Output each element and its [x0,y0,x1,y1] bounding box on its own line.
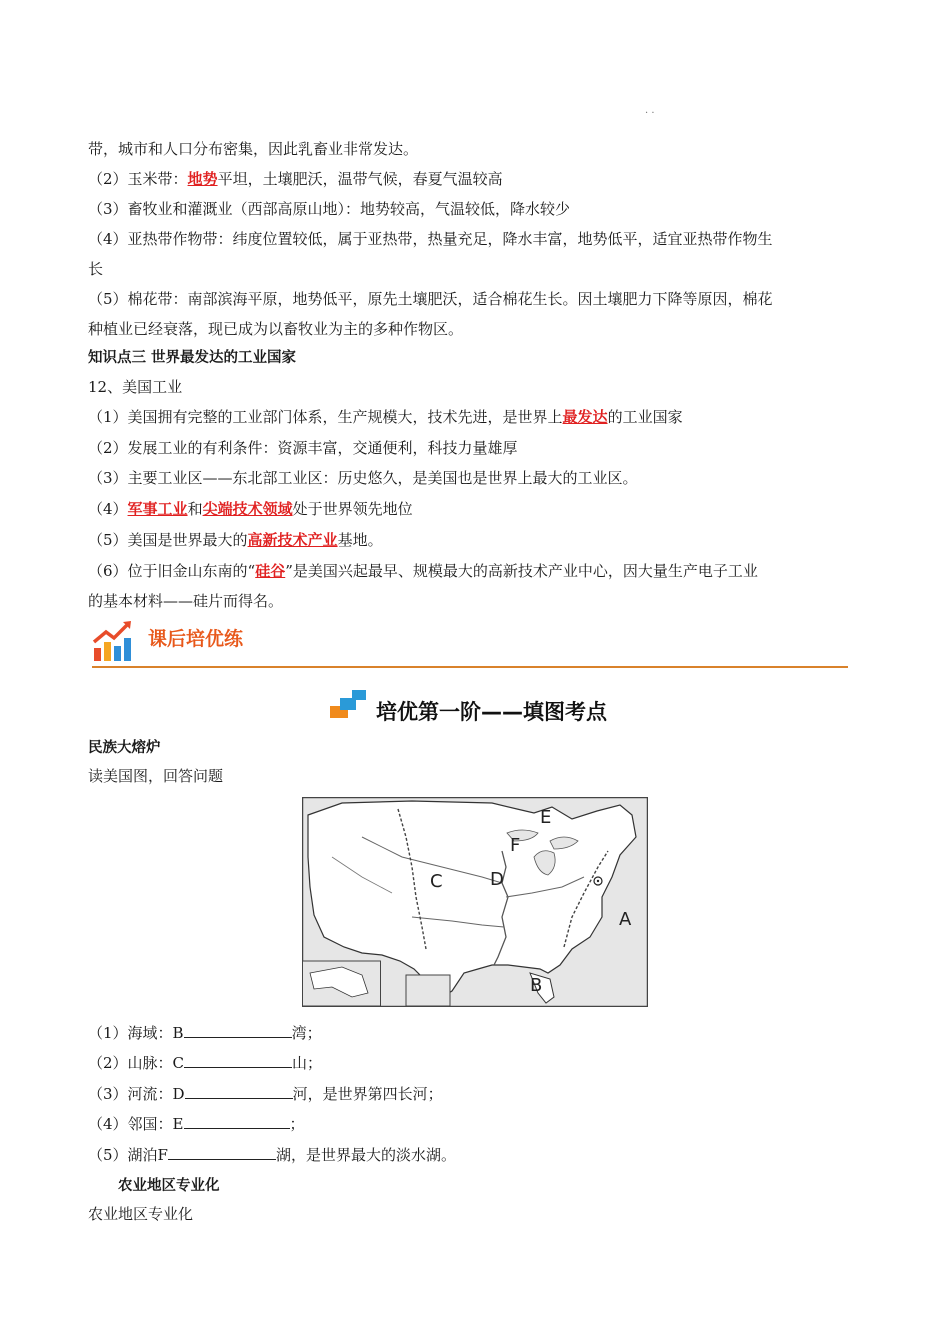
text-line: （4）亚热带作物带：纬度位置较低，属于亚热带，热量充足，降水丰富，地势低平，适宜亚热带作物生 [88,230,773,248]
stairs-icon [330,690,374,722]
keyword: 军事工业 [127,500,188,518]
step-title-text: 培优第一阶——填图考点 [376,700,607,724]
section-heading: 农业地区专业化 [118,1178,220,1194]
answer-blank[interactable] [168,1143,276,1160]
page-marker: · · [645,108,655,119]
text-line: 农业地区专业化 [88,1205,194,1223]
text-line: （3）畜牧业和灌溉业（西部高原山地）：地势较高，气温较低，降水较少 [88,200,571,218]
question-3: （3）河流：D 河，是世界第四长河； [88,1082,868,1105]
section-heading: 知识点三 世界最发达的工业国家 [88,350,297,366]
text-line: 读美国图，回答问题 [88,767,224,785]
keyword: 高新技术产业 [247,531,338,549]
question-2: （2）山脉：C 山； [88,1051,868,1074]
text-line: （6）位于旧金山东南的“硅谷”是美国兴起最早、规模最大的高新技术产业中心，因大量生产电子工业 [88,562,758,580]
question-1: （1）海域：B 湾； [88,1021,868,1044]
text-line: 种植业已经衰落，现已成为以畜牧业为主的多种作物区。 [88,320,464,338]
question-4: （4）邻国：E ； [88,1112,868,1135]
usa-map [302,797,648,1007]
text-line: 长 [88,260,104,278]
keyword: 硅谷 [255,562,286,580]
after-class-banner [90,618,850,670]
text-line: （1）美国拥有完整的工业部门体系，生产规模大，技术先进，是世界上最发达的工业国家 [88,408,683,426]
section-heading: 民族大熔炉 [88,740,161,756]
answer-blank[interactable] [184,1112,290,1129]
text-line: （5）美国是世界最大的高新技术产业基地。 [88,531,383,549]
answer-blank[interactable] [185,1082,293,1099]
answer-blank[interactable] [184,1051,292,1068]
text-line: 带，城市和人口分布密集，因此乳畜业非常发达。 [88,140,419,158]
map-label-e: E [540,807,552,828]
map-label-f: F [510,835,521,856]
keyword: 最发达 [562,408,608,426]
text-line: （2）发展工业的有利条件：资源丰富，交通便利，科技力量雄厚 [88,439,518,457]
keyword: 尖端技术领域 [202,500,293,518]
text-line: 12、美国工业 [88,378,183,396]
text-line: （5）棉花带：南部滨海平原，地势低平，原先土壤肥沃，适合棉花生长。因土壤肥力下降等原因，棉花 [88,290,773,308]
bar-chart-arrow-icon [90,618,136,664]
map-label-b: B [530,975,543,996]
map-label-c: C [430,871,443,892]
keyword: 地势 [187,170,218,188]
answer-blank[interactable] [184,1021,292,1038]
banner-title: 课后培优练 [148,628,244,650]
text-line: （4）军事工业和尖端技术领域处于世界领先地位 [88,500,413,518]
map-label-a: A [619,909,632,930]
map-label-d: D [490,869,504,890]
question-5: （5）湖泊F 湖，是世界最大的淡水湖。 [88,1143,868,1166]
text-line: 的基本材料——硅片而得名。 [88,592,284,610]
banner-divider [92,666,848,668]
text-line: （3）主要工业区——东北部工业区：历史悠久，是美国也是世界上最大的工业区。 [88,469,638,487]
text-line: （2）玉米带：地势平坦，土壤肥沃，温带气候，春夏气温较高 [88,170,503,188]
